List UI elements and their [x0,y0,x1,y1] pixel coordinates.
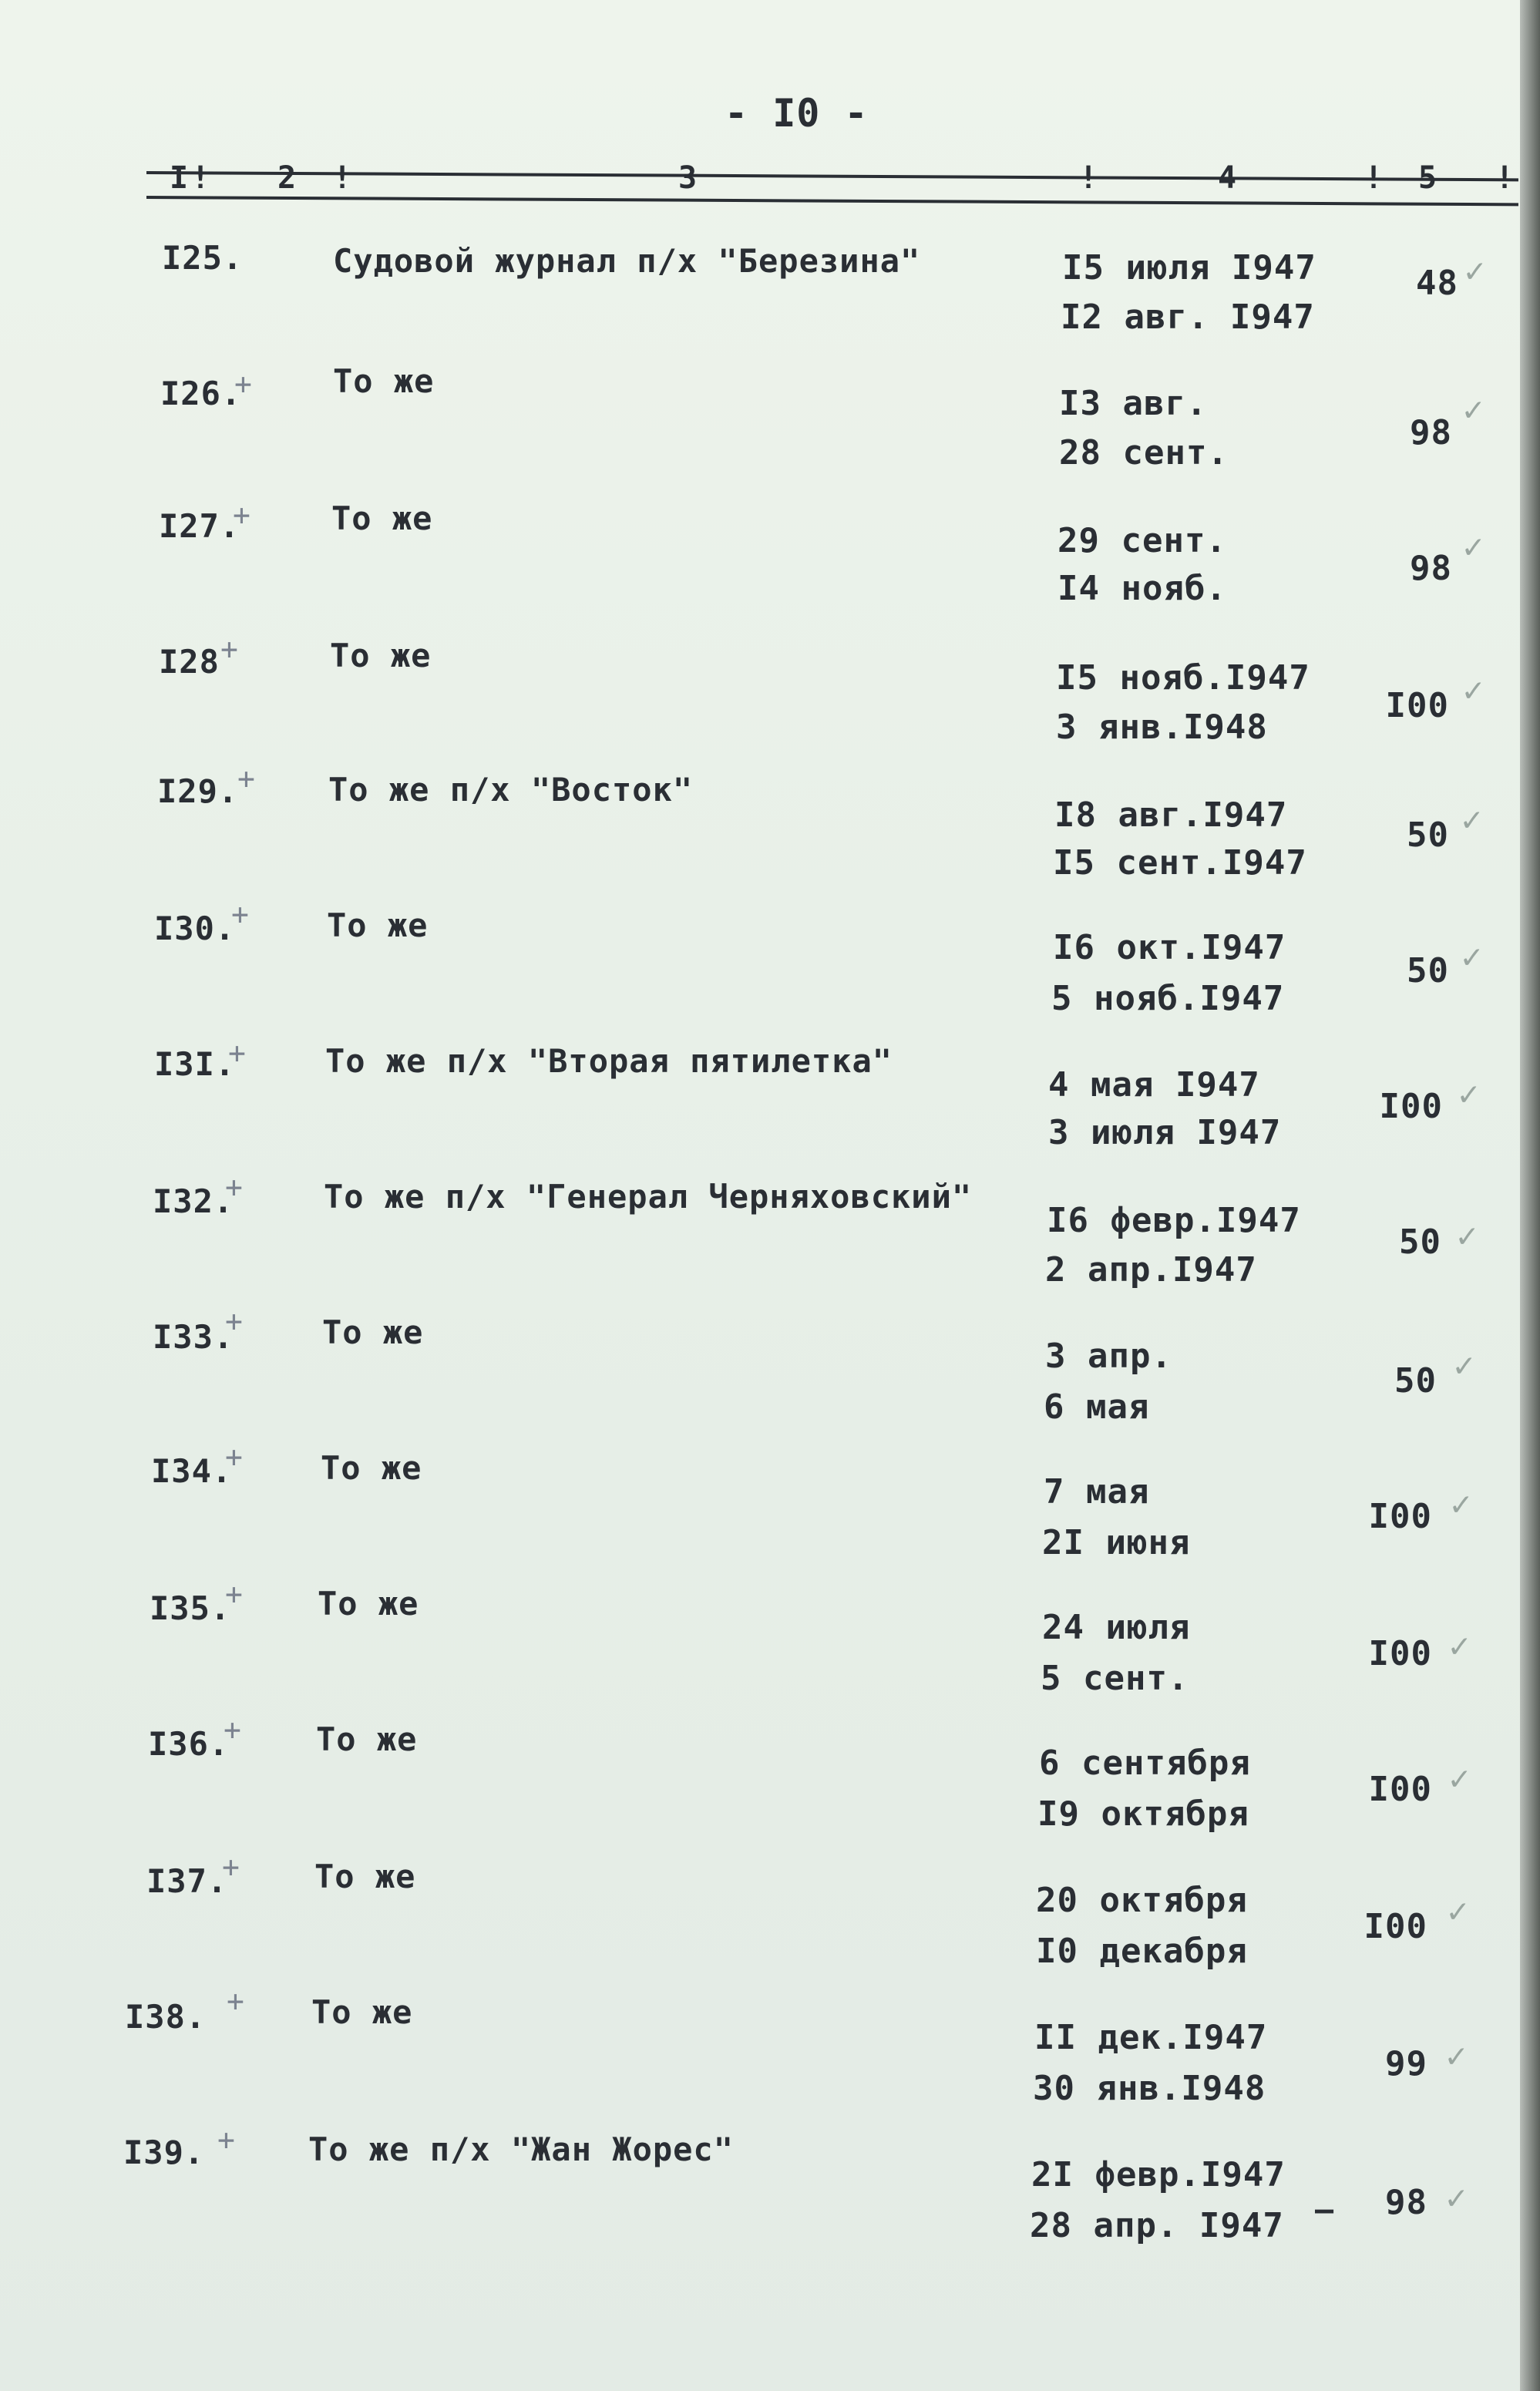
col-separator: ! [1495,160,1515,196]
tick-mark-icon: + [220,632,239,666]
table-row [0,231,1520,367]
tick-mark-icon: + [222,1850,240,1884]
item-number: I3I. [154,1045,236,1083]
date-start: 20 октября [1036,1881,1248,1920]
item-title: То же п/х "Генерал Черняховский" [324,1178,973,1216]
item-number: I26. [160,375,242,412]
item-number: I29. [157,772,239,810]
item-title: То же [314,1858,416,1895]
date-end: 28 сент. [1059,433,1229,472]
date-start: I5 нояб.I947 [1056,658,1310,698]
item-title: Судовой журнал п/х "Березина" [333,242,921,280]
sheet-count: 50 [1399,1222,1441,1262]
item-number: I34. [151,1452,233,1490]
date-end: I0 декабря [1036,1932,1248,1971]
date-start: 29 сент. [1057,521,1227,560]
date-start: 6 сентября [1039,1744,1251,1783]
table-row [0,2123,1520,2266]
check-mark-icon: ✓ [1463,671,1485,710]
item-number: I35. [150,1589,231,1627]
table-row [0,1170,1520,1317]
table-row [0,632,1520,774]
date-start: I6 окт.I947 [1053,928,1286,967]
date-end: 3 июля I947 [1048,1113,1282,1152]
tick-mark-icon: + [233,498,251,532]
date-end: 28 апр. I947 [1030,2206,1284,2245]
header-rule-bottom [146,196,1518,206]
col-separator: ! [1364,160,1384,196]
check-mark-icon: ✓ [1461,937,1483,977]
col-separator: ! [1079,160,1099,196]
col-separator: ! [191,160,211,196]
column-number-header [154,160,1515,196]
date-end: 5 сент. [1041,1659,1189,1698]
page-number: - I0 - [725,91,869,136]
tick-mark-icon: + [227,1984,245,2018]
table-row [0,362,1520,503]
check-mark-icon: ✓ [1458,1074,1480,1114]
col-separator: ! [333,160,353,196]
sheet-count: 99 [1385,2044,1427,2083]
item-number: I30. [154,910,236,947]
tick-mark-icon: + [228,1036,247,1070]
check-mark-icon: ✓ [1446,2036,1468,2076]
col-marker: 5 [1418,160,1438,196]
table-row [0,1713,1520,1859]
table-row [0,1577,1520,1723]
date-start: 4 мая I947 [1048,1065,1260,1105]
item-title: То же [321,1449,422,1487]
check-mark-icon: ✓ [1449,1626,1471,1666]
tick-mark-icon: + [217,2123,236,2157]
col-marker: 3 [678,160,698,196]
sheet-count: 50 [1394,1361,1437,1401]
tick-mark-icon: + [234,367,253,401]
sheet-count: 98 [1410,549,1452,588]
col-marker: I [170,160,190,196]
item-number: I33. [153,1318,234,1356]
table-row [0,1304,1520,1452]
item-title: То же п/х "Жан Жорес" [308,2130,735,2168]
tick-mark-icon: + [231,897,250,931]
date-start: I6 февр.I947 [1047,1201,1301,1240]
sheet-count: 50 [1407,815,1449,855]
item-number: I38. [125,1998,207,2036]
check-mark-icon: ✓ [1448,1892,1469,1931]
page-edge [1520,0,1540,2391]
check-mark-icon: ✓ [1464,251,1486,291]
sheet-count: 98 [1385,2183,1427,2222]
tick-mark-icon: + [237,762,256,795]
item-title: То же [311,1993,413,2031]
check-mark-icon: ✓ [1461,800,1483,839]
tick-mark-icon: + [224,1713,242,1747]
sheet-count: I00 [1368,1497,1432,1536]
check-mark-icon: ✓ [1463,390,1485,429]
date-start: I5 июля I947 [1062,248,1316,288]
sheet-count: 98 [1410,413,1452,452]
table-row [0,1440,1520,1588]
tick-mark-icon: + [225,1304,244,1338]
check-mark-icon: ✓ [1446,2178,1468,2218]
check-mark-icon: ✓ [1454,1346,1475,1385]
date-end: I2 авг. I947 [1061,298,1315,337]
col-marker: 4 [1218,160,1238,196]
check-mark-icon: ✓ [1457,1216,1478,1256]
date-start: 24 июля [1042,1608,1191,1647]
date-end: 3 янв.I948 [1056,708,1268,747]
date-start: II дек.I947 [1034,2018,1268,2057]
item-number: I37. [146,1862,228,1900]
tick-mark-icon: + [225,1170,244,1204]
date-end: 2 апр.I947 [1045,1250,1257,1290]
date-end: I4 нояб. [1057,569,1227,608]
item-title: То же [327,906,429,944]
tick-mark-icon: + [225,1577,244,1611]
dash-mark: — [1315,2192,1335,2228]
date-end: 5 нояб.I947 [1051,979,1285,1018]
check-mark-icon: ✓ [1449,1759,1471,1798]
item-number: I39. [123,2134,205,2171]
tick-mark-icon: + [225,1440,244,1474]
item-title: То же [316,1720,418,1758]
item-title: То же [333,362,435,400]
date-start: 3 апр. [1045,1337,1172,1376]
table-row [0,498,1520,638]
item-title: То же п/х "Восток" [328,771,694,809]
sheet-count: I00 [1363,1907,1427,1946]
date-start: 7 мая [1044,1472,1150,1512]
date-end: 30 янв.I948 [1033,2069,1266,2108]
date-start: I3 авг. [1059,384,1208,423]
sheet-count: 50 [1407,951,1449,990]
date-end: 2I июня [1042,1523,1191,1562]
item-title: То же [331,499,433,537]
check-mark-icon: ✓ [1451,1485,1472,1524]
item-number: I36. [148,1725,230,1763]
item-title: То же [318,1585,419,1623]
item-number: I32. [153,1182,234,1220]
table-row [0,1984,1520,2130]
sheet-count: I00 [1368,1634,1432,1673]
date-start: I8 авг.I947 [1054,795,1288,835]
sheet-count: I00 [1379,1087,1443,1126]
sheet-count: 48 [1416,264,1458,303]
item-title: То же [330,637,432,674]
sheet-count: I00 [1385,686,1449,725]
table-row [0,1036,1520,1181]
col-marker: 2 [277,160,298,196]
item-title: То же п/х "Вторая пятилетка" [325,1042,893,1080]
item-number: I25. [162,239,244,277]
date-end: 6 мая [1044,1387,1150,1427]
sheet-count: I00 [1368,1770,1432,1809]
date-start: 2I февр.I947 [1031,2155,1286,2194]
date-end: I9 октября [1037,1794,1249,1834]
check-mark-icon: ✓ [1463,527,1485,567]
table-row [0,1850,1520,1995]
table-row [0,762,1520,910]
item-number: I28 [159,643,220,681]
table-row [0,897,1520,1045]
date-end: I5 сент.I947 [1053,843,1307,883]
item-number: I27. [159,507,240,545]
item-title: То же [322,1313,424,1351]
